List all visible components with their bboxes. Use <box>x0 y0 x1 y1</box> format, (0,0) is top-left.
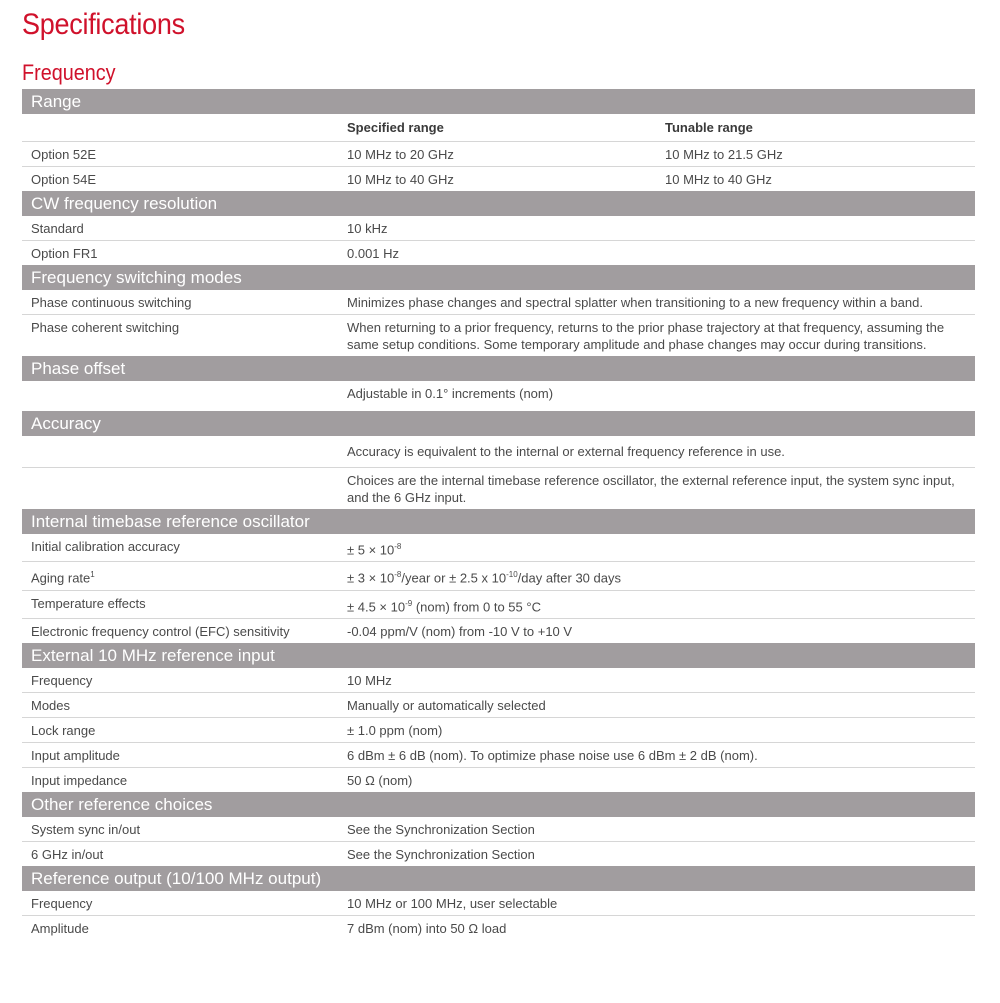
value-text: (nom) from 0 to 55 °C <box>412 598 541 614</box>
table-row <box>22 718 975 743</box>
section-bar-phase-offset: Phase offset <box>22 356 975 381</box>
tunable-range-value: 10 MHz to 21.5 GHz <box>665 147 783 162</box>
row-value: 6 dBm ± 6 dB (nom). To optimize phase noise use 6 dBm ± 2 dB (nom). <box>347 747 758 763</box>
row-label: Standard <box>31 221 84 236</box>
row-label: Phase continuous switching <box>31 295 192 310</box>
row-value: 10 MHz <box>347 672 392 688</box>
row-label: Amplitude <box>31 920 89 936</box>
row-value <box>347 562 975 589</box>
row-value: See the Synchronization Section <box>347 821 535 837</box>
row-value: 10 kHz <box>347 221 388 236</box>
table-row <box>22 142 975 167</box>
row-label: Electronic frequency control (EFC) sensitivity <box>31 623 290 639</box>
table-row <box>22 562 975 590</box>
row-value <box>347 591 975 618</box>
row-label: Phase coherent switching <box>31 320 180 335</box>
table-row <box>22 468 975 509</box>
row-label: Input impedance <box>31 772 128 788</box>
specified-range-value: 10 MHz to 40 GHz <box>347 172 454 187</box>
section-bar-timebase: Internal timebase reference oscillator <box>22 509 975 534</box>
table-row <box>22 619 975 643</box>
row-label <box>22 468 347 509</box>
table-row <box>22 436 975 468</box>
tunable-range-value: 10 MHz to 40 GHz <box>665 172 772 187</box>
table-row <box>22 768 975 792</box>
table-row <box>22 290 975 315</box>
row-value: 7 dBm (nom) into 50 Ω load <box>347 920 507 936</box>
row-value: Manually or automatically selected <box>347 697 546 713</box>
specified-range-header: Specified range <box>347 120 444 135</box>
row-label <box>22 562 347 589</box>
row-label: Input amplitude <box>31 747 120 763</box>
table-row <box>22 381 975 411</box>
row-value: When returning to a prior frequency, returns to the prior phase trajectory at that frequency, assuming the same setup conditions. Some temporary amplitude and phase changes may occur during transitions. <box>347 320 945 352</box>
tunable-range-header: Tunable range <box>665 120 753 135</box>
row-value: See the Synchronization Section <box>347 846 535 862</box>
section-title-frequency: Frequency <box>22 60 116 85</box>
table-row <box>22 891 975 916</box>
specifications-table <box>22 89 975 940</box>
section-bar-other-ref: Other reference choices <box>22 792 975 817</box>
row-value: Choices are the internal timebase reference oscillator, the external reference input, the system sync input, and the 6 GHz input. <box>347 473 955 505</box>
value-text: /year or ± 2.5 x 10 <box>401 570 507 586</box>
table-row <box>22 534 975 562</box>
exponent: -8 <box>394 542 402 551</box>
table-row <box>22 241 975 265</box>
table-row <box>22 842 975 866</box>
row-value: -0.04 ppm/V (nom) from -10 V to +10 V <box>347 623 573 639</box>
row-label <box>22 439 347 463</box>
table-row <box>22 916 975 940</box>
row-label: Option FR1 <box>31 246 98 261</box>
row-label: Frequency <box>31 895 93 911</box>
exponent: -10 <box>506 570 518 580</box>
table-row <box>22 743 975 768</box>
row-value: Adjustable in 0.1° increments (nom) <box>347 386 554 401</box>
table-row <box>22 167 975 191</box>
value-text: ± 5 × 10 <box>347 542 395 558</box>
footnote-marker: 1 <box>90 570 95 580</box>
row-label: System sync in/out <box>31 821 141 837</box>
table-row <box>22 817 975 842</box>
row-value: Accuracy is equivalent to the internal or external frequency reference in use. <box>347 444 785 459</box>
row-value <box>347 534 975 561</box>
row-label: Lock range <box>31 722 96 738</box>
table-row <box>22 693 975 718</box>
value-text: ± 4.5 × 10 <box>347 598 406 614</box>
value-text: /day after 30 days <box>517 570 621 586</box>
row-label: Temperature effects <box>31 595 146 611</box>
table-row <box>22 591 975 619</box>
row-label: Option 52E <box>31 147 97 162</box>
row-value: 10 MHz or 100 MHz, user selectable <box>347 895 558 911</box>
row-label: Initial calibration accuracy <box>31 539 180 554</box>
table-row <box>22 668 975 693</box>
row-label <box>22 381 347 405</box>
row-value: Minimizes phase changes and spectral splatter when transitioning to a new frequency within a band. <box>347 295 923 310</box>
row-label: 6 GHz in/out <box>31 846 104 862</box>
specified-range-value: 10 MHz to 20 GHz <box>347 147 454 162</box>
section-bar-accuracy: Accuracy <box>22 411 975 436</box>
table-row <box>22 315 975 356</box>
section-bar-external-ref: External 10 MHz reference input <box>22 643 975 668</box>
row-label: Option 54E <box>31 172 97 187</box>
exponent: -9 <box>405 598 413 608</box>
label-text: Aging rate <box>31 570 91 586</box>
row-value: 0.001 Hz <box>347 246 400 261</box>
section-bar-cw-resolution: CW frequency resolution <box>22 191 975 216</box>
range-header-row <box>22 114 975 142</box>
section-bar-ref-output: Reference output (10/100 MHz output) <box>22 866 975 891</box>
section-bar-switching-modes: Frequency switching modes <box>22 265 975 290</box>
row-value: ± 1.0 ppm (nom) <box>347 722 443 738</box>
range-header-blank <box>22 114 347 141</box>
exponent: -8 <box>394 570 402 580</box>
row-label: Modes <box>31 697 71 713</box>
table-row <box>22 216 975 241</box>
row-label: Frequency <box>31 672 93 688</box>
row-value: 50 Ω (nom) <box>347 772 413 788</box>
page-title: Specifications <box>22 8 185 41</box>
section-bar-range: Range <box>22 89 975 114</box>
value-text: ± 3 × 10 <box>347 570 395 586</box>
